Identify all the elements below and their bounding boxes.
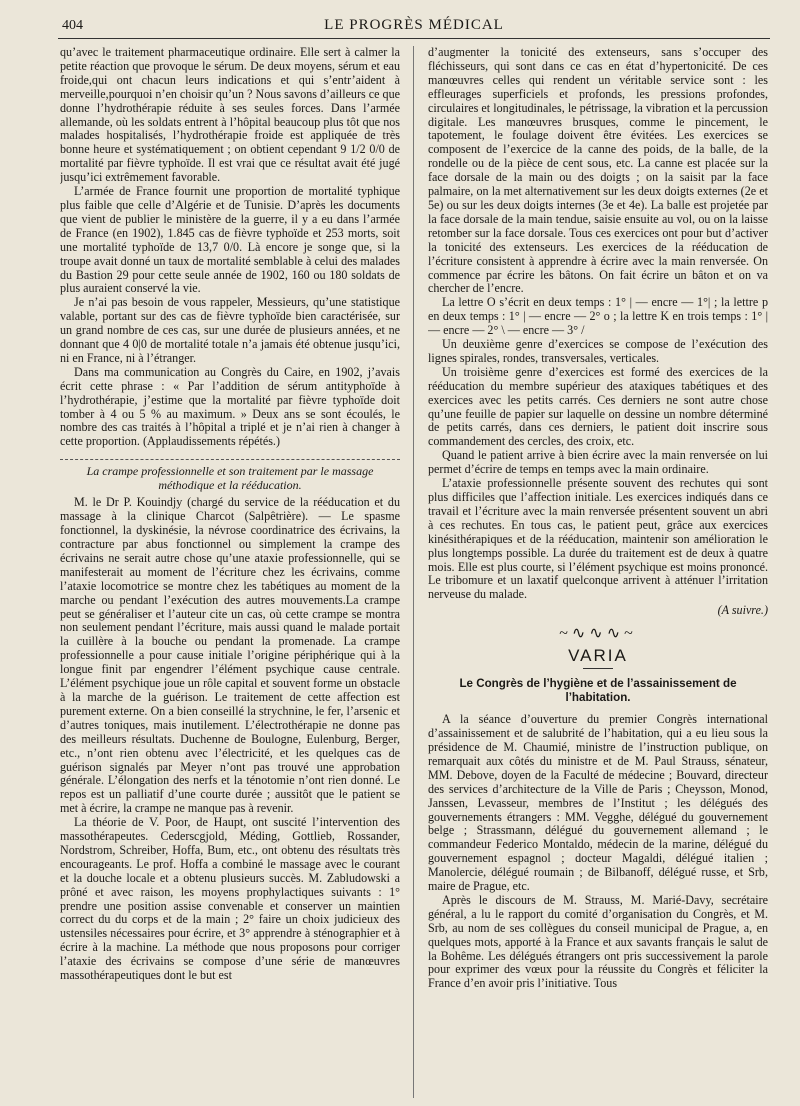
section-heading: La crampe professionnelle et son traitement par le massage méthodique et la rééducation. xyxy=(60,459,400,492)
page-number: 404 xyxy=(62,18,83,33)
ornament-divider: ~∿∿∿~ xyxy=(559,625,637,643)
paragraph: La théorie de V. Poor, de Haupt, ont suscité l’intervention des massothérapeutes. Cederscgjold, Méding, Gottlieb, Rossander, Nordstrom, Schreiber, Hoffa, Bum, etc., ont obtenu des résultats très encourageants. Le prof. Hoffa a combiné le massage avec le courant et la douche locale et a obtenu plusieurs succès. M. Zabludowski a prôné et avec raison, les moyens prophylactiques suivants : 1° prendre une position assise convenable et conserver un maintien correct du du corps et de la main ; 2° faire un choix judicieux des ustensiles nécessaires pour écrire, et 3° apprendre à sténographier et à écrire à la machine. La méthode que nous proposons pour corriger l’ataxie des écrivains se compose d’une série de manœuvres massothérapeutiques dont le but est xyxy=(60,815,400,983)
paragraph: A la séance d’ouverture du premier Congrès international d’assainissement et de salubrité de l’habitation, qui a eu lieu sous la présidence de M. Chaumié, ministre de l’instruction publique, on remarquait aux côtés du ministre et de M. Paul Strauss, sénateur, MM. Debove, doyen de la Faculté de médecine ; Bouvard, directeur des services d’architecture de la Ville de Paris ; Cheysson, Monod, Janssen, Levasseur, membres de l’Institut ; les délégués des gouvernements étrangers : MM. Vegghe, délégué du gouvernement belge ; Strassmann, délégué du gouvernement allemand ; le commandeur Federico Montaldo, médecin de la marine, délégué du gouvernement espagnol ; docteur Magaldi, délégué italien ; Manolercie, délégué roumain ; de Bilbanoff, délégué russe, et Srb, maire de Prague, etc. xyxy=(428,712,768,894)
continued-note: (A suivre.) xyxy=(717,603,768,618)
paragraph: Je n’ai pas besoin de vous rappeler, Messieurs, qu’une statistique valable, portant sur des cas de fièvre typhoïde bien caractérisée, sur un grand nombre de ces cas, sur une durée de plusieurs années, et ne donnant que 4 0|0 de mortalité totale n’a jamais été obtenue jusqu’ici, ni en France, ni à l’étranger. xyxy=(60,295,400,365)
paragraph: Un deuxième genre d’exercices se compose de l’exécution des lignes spirales, rondes, transversales, verticales. xyxy=(428,337,768,365)
paragraph: Après le discours de M. Strauss, M. Marié-Davy, secrétaire général, a lu le rapport du comité d’organisation du Congrès, et M. Srb, au nom de ses collègues du conseil municipal de Prague, a, en quelques mots, apporté à la France et aux savants français le salut de la Bohême. Les délégués étrangers ont pris successivement la parole pour exprimer des vœux pour la réussite du Congrès et féliciter la France d’en avoir pris l’initiative. Tous xyxy=(428,892,768,991)
varia-heading: VARIA xyxy=(568,646,628,666)
paragraph: La lettre O s’écrit en deux temps : 1° | — encre — 1°| ; la lettre p en deux temps : 1° | — encre — 2° o ; la lettre K en trois temps : 1° | — encre — 2° \ — encre — 3° / xyxy=(428,295,768,338)
running-title: LE PROGRÈS MÉDICAL xyxy=(324,17,504,33)
paragraph: d’augmenter la tonicité des extenseurs, sans s’occuper des fléchisseurs, qui sont dans ce cas en état d’hypertonicité. De ces manœuvres celles qui rendent un véritable service sont : les effleurages superficiels et profonds, les pressions profondes, circulaires et longitudinales, le pétrissage, la vibration et la percussion digitale. Les manœuvres brusques, comme le pincement, le tapotement, le foulage doivent être évitées. Les exercices se composent de l’exercice de la canne des poids, de la balle, de la rondelle ou de la pièce de cent sous, etc. La canne est placée sur la face dorsale de la main ou des doigts ; on la saisit par la face palmaire, on la met alternativement sur les deux doigts externes (2e et 5e) ou sur les deux doigts internes (3e et 4e). La balle est projetée par la face dorsale de la main tendue, saisie ensuite au vol, ou on la laisse retomber sur la face dorsale. Tous ces exercices ont pour but d’activer la tonicité des extenseurs. Les exercices de la rééducation de l’écriture consistent à apprendre à écrire avec la main renversée. On commence par écrire les bâtons. On fait écrire un bâton et on va chercher de l’encre. xyxy=(428,46,768,296)
paragraph: qu’avec le traitement pharmaceutique ordinaire. Elle sert à calmer la petite réaction que provoque le sérum. De deux moyens, sérum et eau froide,qui ont chacun leurs indications et qui s’entr’aident à merveille,pourquoi n’en choisir qu’un ? Nous savons d’ailleurs ce que donne l’hydrothérapie réduite à ses seules forces. Dans l’armée allemande, où les soldats entrent à l’hôpital beaucoup plus tôt que nos malades hospitalisés, l’hydrothérapie froide est appliquée de très bonne heure et systématiquement ; on obtient cependant 9 1/2 0/0 de mortalité par fièvre typhoïde. Il est vrai que ce résultat avait été jugé jusqu’ici extrêmement favorable. xyxy=(60,46,400,185)
short-rule xyxy=(583,668,613,669)
paragraph: Quand le patient arrive à bien écrire avec la main renversée on lui permet d’écrire de temps en temps avec la main ordinaire. xyxy=(428,448,768,477)
paragraph: M. le Dr P. Kouindjy (chargé du service de la rééducation et du massage à la clinique Charcot (Salpêtrière). — Le spasme fonctionnel, la dyskinésie, la névrose coordinatrice des écrivains, la contracture par abus fonctionnel ou simplement la crampe des écrivains ne serait autre chose qu’une ataxie professionnelle, qui se manifesterait au moment de l’écriture chez les écrivains, comme l’ataxie locomotrice se montre chez les tabétiques au moment de la marche ou pendant l’exécution des autres mouvements.La crampe peut se généraliser et l’auteur cite un cas, où cette crampe se montra non seulement pendant l’écriture, mais aussi quand le malade portait la cuillère à la bouche ou pendant la promenade. La crampe professionnelle a pour cause initiale l’origine périphérique qui à la longue finit par engendrer l’élément psychique cause centrale. L’élément psychique joue un rôle capital et souvent forme un obstacle à la marche de la guérison. Le traitement de cette affection est purement externe. On a bien conseillé la strychnine, le fer, l’arsenic et d’autres toniques, mais inutilement. L’électrothérapie ne donne pas des meilleurs résultats. Duchenne de Boulogne, Eulenburg, Berger, etc., n’ont rien obtenu avec l’électricité, et les quelques cas de guérison signalés par Meyer n’ont pas trouvé une approbation générale. L’élongation des nerfs et la ténotomie n’ont rien donné. Le repos est un palliatif d’une courte durée ; aussitôt que le patient se met à écrire, la crampe ne manque pas à revenir. xyxy=(60,495,400,816)
column-divider xyxy=(413,46,414,1098)
paragraph: Un troisième genre d’exercices est formé des exercices de la rééducation du membre supérieur des ataxiques tabétiques et des exercices avec les petits carrés. Ces derniers ne sont autre chose qu’une feuille de papier sur laquelle on dessine un nombre déterminé de petits carrés, dans ces derniers, le patient doit inscrire sous commandement des cercles, des croix, etc. xyxy=(428,364,768,449)
paragraph: L’armée de France fournit une proportion de mortalité typhique plus faible que celle d’Algérie et de Tunisie. D’après les documents que vient de publier le ministère de la guerre, il y a eu dans l’armée de France (en 1902), 1.845 cas de fièvre typhoïde et 253 morts, soit une mortalité typhoïde de 13,7 0/0. Là encore je songe que, si la troupe avait donné un taux de mortalité semblable à celui des malades du Bastion 29 pour cette seule année de 1902, 160 ou 180 soldats de plus auraient conservé la vie. xyxy=(60,184,400,296)
paragraph: L’ataxie professionnelle présente souvent des rechutes qui sont plus difficiles que l’affection initiale. Les exercices indiqués dans ce travail et l’écriture avec la main renversée présentent souvent un abri à ces rechutes. En tous cas, le patient peut, grâce aux exercices kinésithérapiques et de la rééducation, maintenir son amélioration le plus longtemps possible. La durée du traitement est de deux à quatre mois. Elle est plus courte, si l’élément psychique est moins prononcé. Le tribomure et un laxatif quelconque arrivent à atténuer l’irritation nerveuse du malade. xyxy=(428,476,768,602)
page-header xyxy=(58,14,770,39)
paragraph: Dans ma communication au Congrès du Caire, en 1902, j’avais écrit cette phrase : « Par l’addition de sérum antityphoïde à l’hydrothérapie, j’estime que la mortalité par fièvre typhoïde doit tomber à 4 ou 5 % au maximum. » Deux ans se sont écoulés, le nombre des cas traités à l’hôpital a triplé et je n’ai rien à changer à cette proportion. (Applaudissements répétés.) xyxy=(60,364,400,449)
right-column xyxy=(428,46,768,1098)
article-heading: Le Congrès de l’hygiène et de l’assainissement de l’habitation. xyxy=(459,677,737,705)
left-column xyxy=(60,46,400,1098)
